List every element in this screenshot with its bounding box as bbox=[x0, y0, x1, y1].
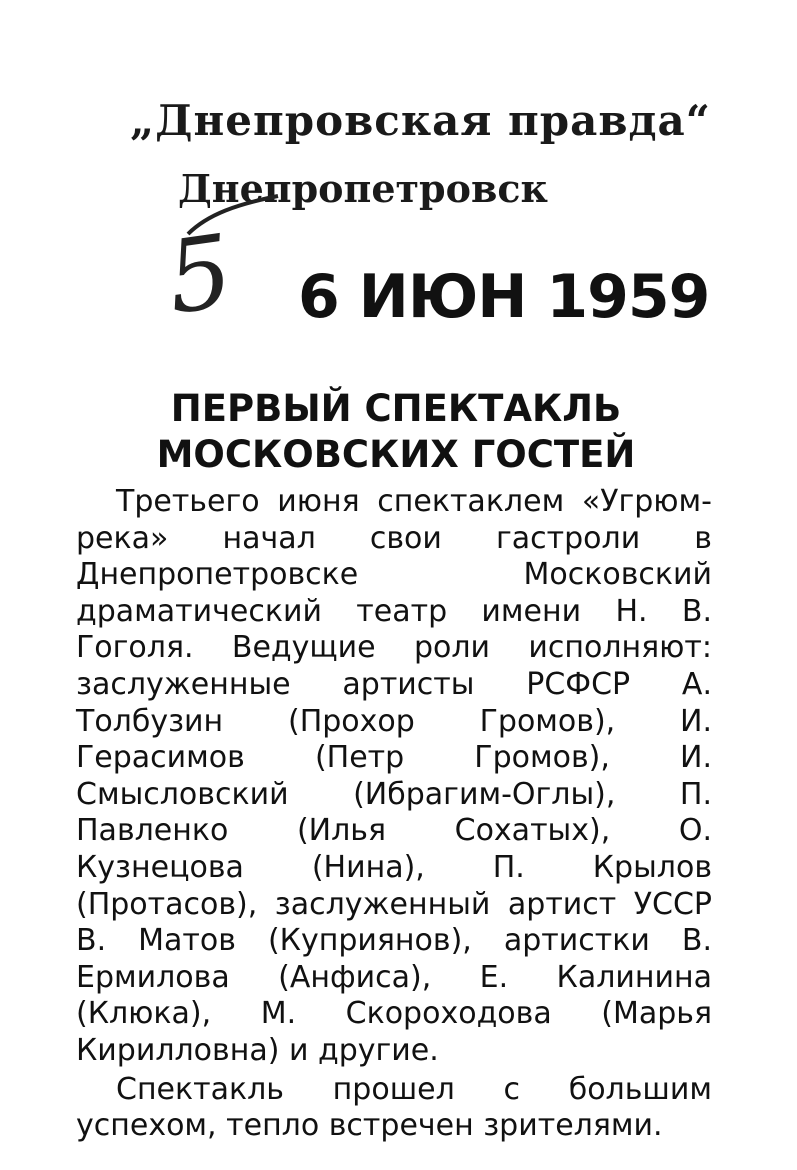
article-headline bbox=[150, 386, 642, 478]
paragraph-2: Спектакль прошел с большим успехом, тепло встречен зрителями. bbox=[76, 1071, 712, 1144]
date-stamp: 6 ИЮН 1959 bbox=[298, 262, 710, 332]
handwritten-number: 5 bbox=[160, 212, 240, 337]
headline-line-1: ПЕРВЫЙ СПЕКТАКЛЬ bbox=[170, 387, 622, 430]
article-body bbox=[76, 484, 712, 1145]
newspaper-name-stamp: „Днепровская правда“ bbox=[130, 96, 711, 145]
paragraph-1: Третьего июня спектаклем «Угрюм-река» начал свои гастроли в Днепропетровске Московский драматический театр имени Н. В. Гоголя. Ведущие роли исполняют: заслуженные артисты РСФСР А. Толбузин (Прохор Громов), И. Герасимов (Петр Громов), И. Смысловский (Ибрагим-Оглы), П. Павленко (Илья Сохатых), О. Кузнецова (Нина), П. Крылов (Протасов), заслуженный артист УССР В. Матов (Куприянов), артистки В. Ермилова (Анфиса), Е. Калинина (Клюка), М. Скороходова (Марья Кирилловна) и другие. bbox=[76, 484, 712, 1068]
city-stamp: Днепропетровск bbox=[178, 166, 548, 211]
headline-line-2: МОСКОВСКИХ ГОСТЕЙ bbox=[156, 433, 636, 476]
